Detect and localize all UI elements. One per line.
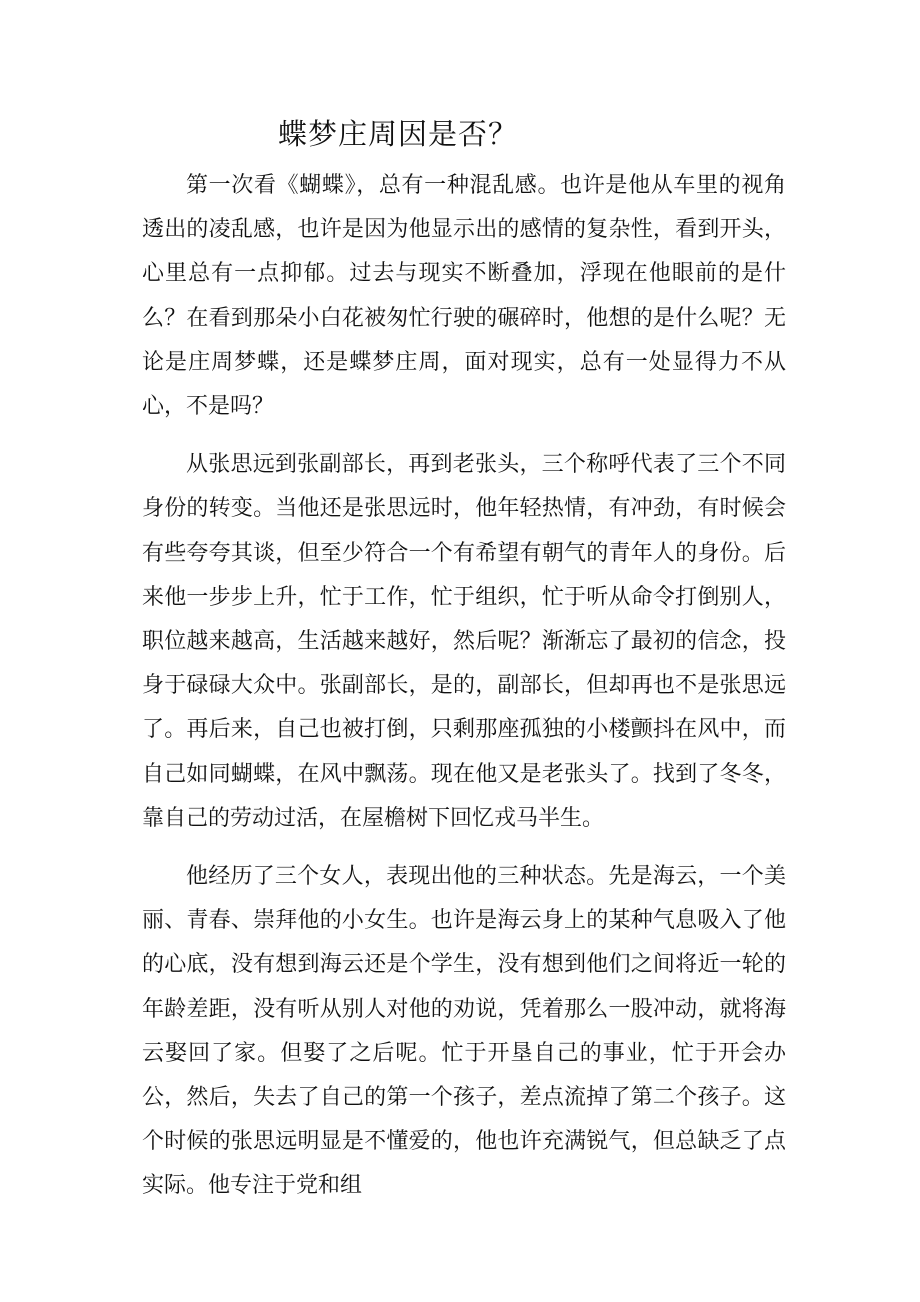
paragraph-1: 第一次看《蝴蝶》，总有一种混乱感。也许是他从车里的视角透出的凌乱感，也许是因为他显示出的感情的复杂性，看到开头，心里总有一点抑郁。过去与现实不断叠加，浮现在他眼前的是什么？在看到那朵小白花被匆忙行驶的碾碎时，他想的是什么呢？无论是庄周梦蝶，还是蝶梦庄周，面对现实，总有一处显得力不从心，不是吗？	[142, 173, 786, 420]
page-title: 蝶梦庄周因是否？	[278, 117, 519, 151]
body-text	[142, 164, 786, 1209]
paragraph-2: 从张思远到张副部长，再到老张头，三个称呼代表了三个不同身份的转变。当他还是张思远时，他年轻热情，有冲劲，有时候会有些夸夸其谈，但至少符合一个有希望有朝气的青年人的身份。后来他一步步上升，忙于工作，忙于组织，忙于听从命令打倒别人，职位越来越高，生活越来越好，然后呢？渐渐忘了最初的信念，投身于碌碌大众中。张副部长，是的，副部长，但却再也不是张思远了。再后来，自己也被打倒，只剩那座孤独的小楼颤抖在风中，而自己如同蝴蝶，在风中飘荡。现在他又是老张头了。找到了冬冬，靠自己的劳动过活，在屋檐树下回忆戎马半生。	[142, 452, 786, 831]
paragraph-3: 他经历了三个女人，表现出他的三种状态。先是海云，一个美丽、青春、崇拜他的小女生。也许是海云身上的某种气息吸入了他的心底，没有想到海云还是个学生，没有想到他们之间将近一轮的年龄差距，没有听从别人对他的劝说，凭着那么一股冲动，就将海云娶回了家。但娶了之后呢。忙于开垦自己的事业，忙于开会办公，然后，失去了自己的第一个孩子，差点流掉了第二个孩子。这个时候的张思远明显是不懂爱的，他也许充满锐气，但总缺乏了点实际。他专注于党和组	[142, 864, 786, 1199]
